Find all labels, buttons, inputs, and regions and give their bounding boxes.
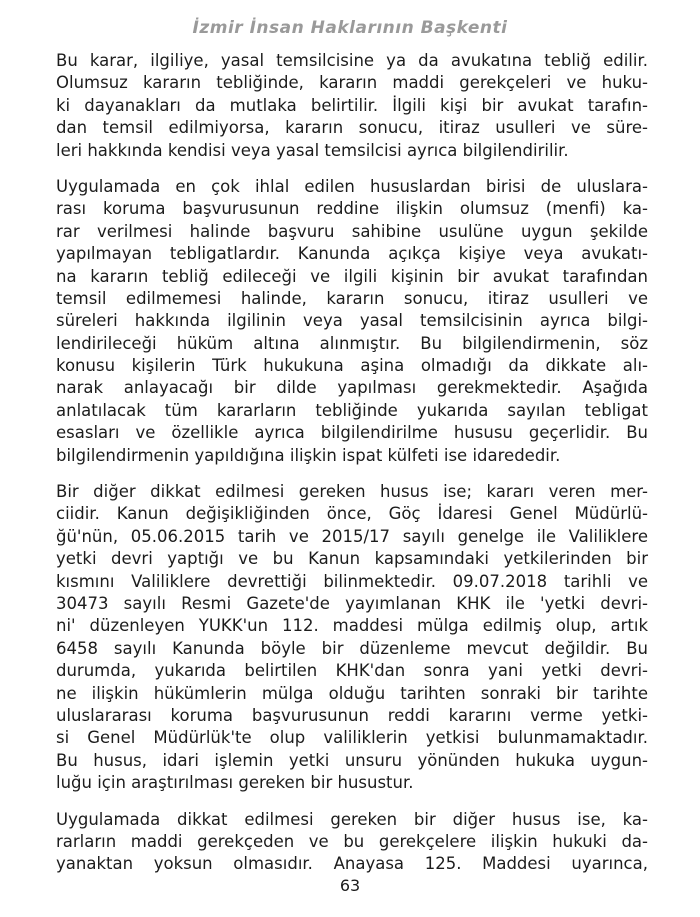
text-line: yetki devri yaptığı ve bu Kanun kapsamındaki yetkilerinden bir [56,549,648,569]
text-line: temsil edilmemesi halinde, kararın sonucu, itiraz usulleri ve [56,288,648,308]
text-line: rar verilmesi halinde başvuru sahibine usulüne uygun şekilde [56,221,648,241]
text-line: si Genel Müdürlük'te olup valiliklerin yetkisi bulunmamaktadır. [56,728,648,748]
paragraph-2 [56,176,648,467]
text-line: ciidir. Kanun değişikliğinden önce, Göç İdaresi Genel Müdürlü- [56,504,648,524]
text-line: Olumsuz kararın tebliğinde, kararın maddi gerekçeleri ve huku- [56,73,648,93]
text-line: luğu için araştırılması gereken bir husustur. [56,773,414,793]
text-line: Bu karar, ilgiliye, yasal temsilcisine ya da avukatına tebliğ edilir. [56,51,648,70]
page-body [56,50,648,890]
text-line: ne ilişkin hükümlerin mülga olduğu tarihten sonraki bir tarihte [56,683,648,703]
text-line: bilgilendirmenin yapıldığına ilişkin ispat külfeti ise idarededir. [56,445,561,465]
text-line: rarların maddi gerekçeden ve bu gerekçelere ilişkin hukuki da- [56,831,648,851]
text-line: süreleri hakkında ilgilinin veya yasal temsilcisinin ayrıca bilgi- [56,311,648,331]
text-line: esasları ve özellikle ayrıca bilgilendirilme hususu geçerlidir. Bu [56,423,648,443]
text-line: ni' düzenleyen YUKK'un 112. maddesi mülga edilmiş olup, artık [56,616,648,636]
text-line: Bir diğer dikkat edilmesi gereken husus ise; kararı veren mer- [56,482,648,502]
running-header: İzmir İnsan Haklarının Başkenti [192,18,508,38]
text-line: anlatılacak tüm kararların tebliğinde yukarıda sayılan tebligat [56,400,648,420]
text-line: Uygulamada dikkat edilmesi gereken bir diğer husus ise, ka- [56,809,648,829]
text-line: dan temsil edilmiyorsa, kararın sonucu, itiraz usulleri ve süre- [56,118,648,138]
text-line: konusu kişilerin Türk hukukuna aşina olmadığı da dikkate alı- [56,356,648,376]
text-line: yanaktan yoksun olmasıdır. Anayasa 125. Maddesi uyarınca, [56,854,648,874]
text-line: durumda, yukarıda belirtilen KHK'dan sonra yani yetki devri- [56,661,648,681]
text-line: ki dayanakları da mutlaka belirtilir. İlgili kişi bir avukat tarafın- [56,95,648,115]
text-line: leri hakkında kendisi veya yasal temsilcisi ayrıca bilgilendirilir. [56,140,569,160]
text-line: 30473 sayılı Resmi Gazete'de yayımlanan KHK ile 'yetki devri- [56,593,648,613]
text-line: kısmını Valiliklere devrettiği bilinmektedir. 09.07.2018 tarihli ve [56,571,648,591]
text-line: Bu husus, idari işlemin yetki unsuru yönünden hukuka uygun- [56,750,648,770]
text-line: uluslararası koruma başvurusunun reddi kararını verme yetki- [56,705,648,725]
text-line: 6458 sayılı Kanunda böyle bir düzenleme mevcut değildir. Bu [56,638,648,658]
paragraph-4 [56,809,648,876]
text-line: Uygulamada en çok ihlal edilen hususlardan birisi de uluslara- [56,176,648,196]
text-line: na kararın tebliğ edileceği ve ilgili kişinin bir avukat tarafından [56,266,648,286]
text-line: lendirileceği hüküm altına alınmıştır. Bu bilgilendirmenin, söz [56,333,648,353]
text-line: ğü'nün, 05.06.2015 tarih ve 2015/17 sayılı genelge ile Valiliklere [56,526,648,546]
paragraph-1 [56,50,648,162]
paragraph-3 [56,481,648,794]
text-line: yapılmayan tebligatlardır. Kanunda açıkça kişiye veya avukatı- [56,244,648,264]
text-line: rası koruma başvurusunun reddine ilişkin olumsuz (menfi) ka- [56,199,648,219]
page-number: 63 [339,876,361,895]
text-line: narak anlayacağı bir dilde yapılması gerekmektedir. Aşağıda [56,378,648,398]
